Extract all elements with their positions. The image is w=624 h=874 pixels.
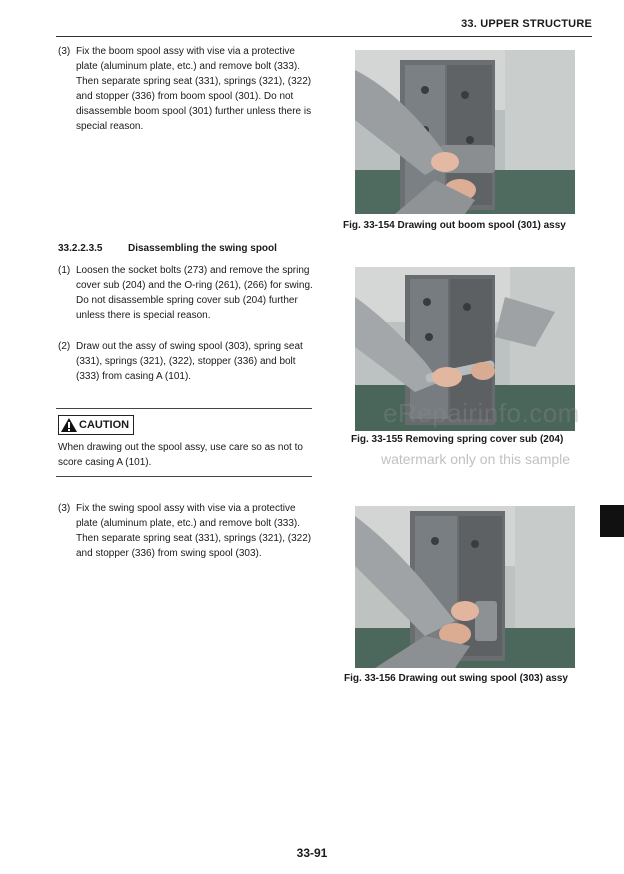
step-number: (3): [58, 46, 71, 57]
step-number: (3): [58, 503, 71, 514]
figure-caption-156: Fig. 33-156 Drawing out swing spool (303) assy: [344, 673, 568, 684]
watermark-sub: watermark only on this sample: [381, 451, 571, 467]
watermark-main: eRepairinfo.com: [383, 398, 580, 428]
caution-badge: [58, 415, 134, 435]
figure-caption-155: Fig. 33-155 Removing spring cover sub (204): [351, 434, 564, 445]
step-text: Loosen the socket bolts (273) and remove the spring cover sub (204) and the O-ring (261), (266) for swing. Do not disassemble spring cover sub (204) further unless there is special reason.: [76, 265, 313, 321]
caution-top-rule: [56, 408, 312, 409]
caution-bottom-rule: [56, 476, 312, 477]
step-number: (2): [58, 341, 71, 352]
warning-triangle-icon: [60, 417, 78, 433]
step-text: Fix the swing spool assy with vise via a protective plate (aluminum plate, etc.) and remove bolt (333). Then separate spring seat (331), springs (321), (322) and stopper (336) from swing spool (303).: [76, 503, 312, 559]
figure-caption-154: Fig. 33-154 Drawing out boom spool (301) assy: [343, 220, 566, 231]
step-text: Fix the boom spool assy with vise via a protective plate (aluminum plate, etc.) and remove bolt (333). Then separate spring seat (331), springs (321), (322) and stopper (336) from boom spool (301). Do not disassemble boom spool (301) further unless there is special reason.: [76, 46, 312, 132]
step-boom-3: [58, 44, 316, 134]
page-header-title: 33. UPPER STRUCTURE: [461, 18, 592, 30]
header-divider: [56, 36, 592, 37]
page-number: 33-91: [296, 846, 328, 860]
step-swing-2: [58, 339, 316, 384]
section-number: 33.2.2.3.5: [58, 243, 103, 254]
caution-text: When drawing out the spool assy, use care so as not to score casing A (101).: [58, 442, 303, 468]
step-swing-3: [58, 501, 316, 561]
figure-photo-swing-spool: [355, 506, 575, 668]
step-swing-1: [58, 263, 316, 323]
section-heading: [58, 243, 318, 257]
figure-photo-boom-spool: [355, 50, 575, 214]
section-title: Disassembling the swing spool: [128, 243, 277, 254]
step-text: Draw out the assy of swing spool (303), spring seat (331), springs (321), (322), stopper (336) and bolt (333) from casing A (101).: [76, 341, 303, 382]
chapter-side-tab: [600, 505, 624, 537]
caution-label: CAUTION: [79, 419, 130, 431]
step-number: (1): [58, 265, 71, 276]
